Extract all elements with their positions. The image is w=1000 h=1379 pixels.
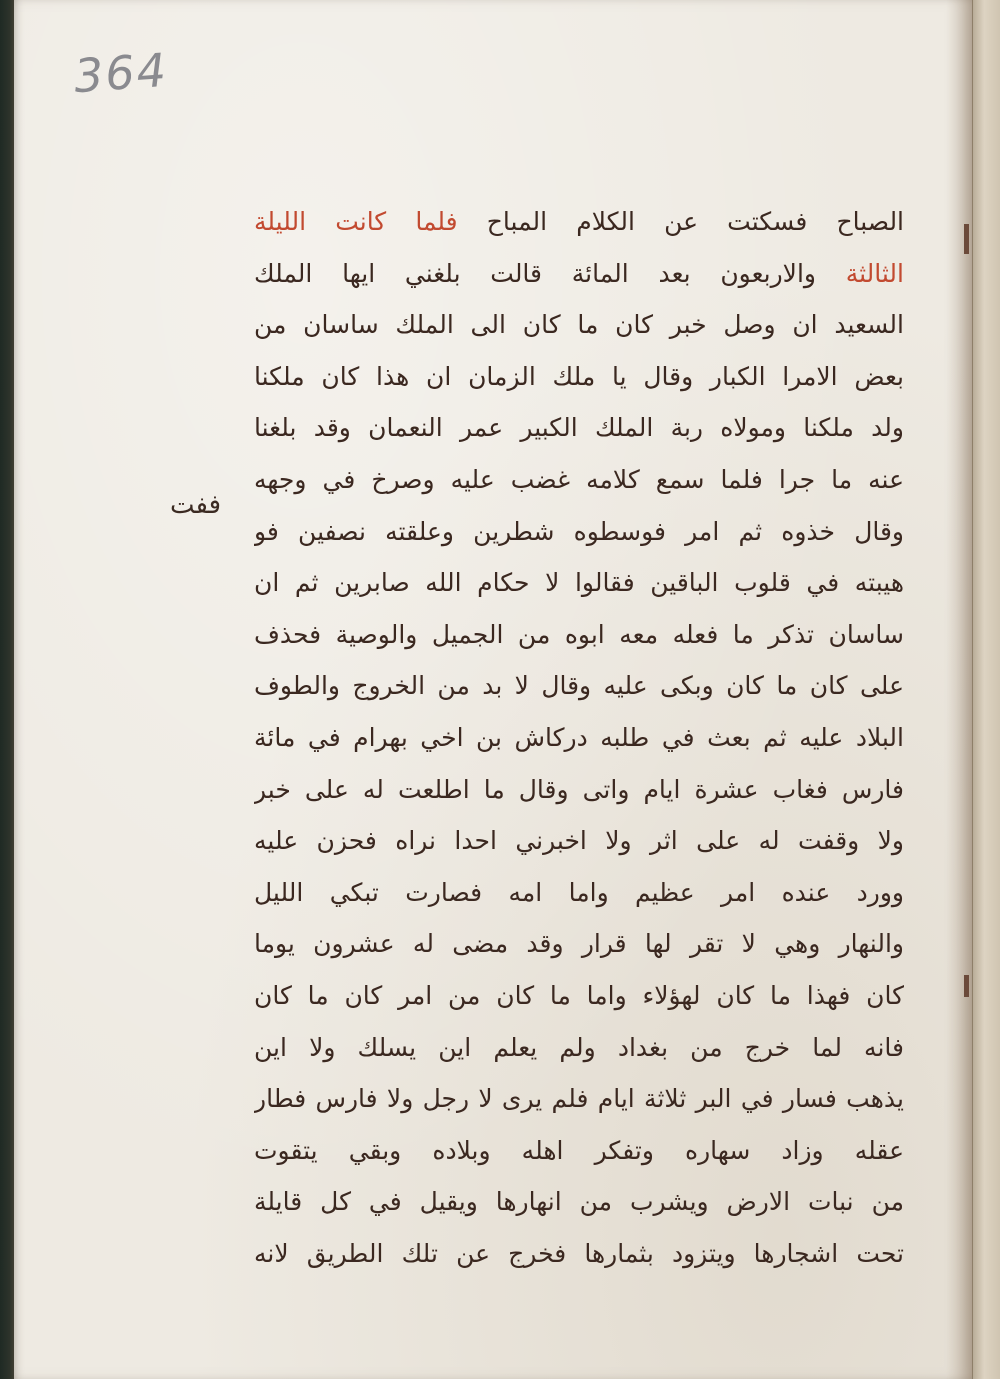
text-line: ولد ملكنا ومولاه ربة الملك الكبير عمر النعمان وقد بلغنا <box>254 413 904 443</box>
text-line: من نبات الارض ويشرب من انهارها ويقيل في كل قايلة <box>254 1187 904 1217</box>
folio-number: 364 <box>72 42 170 104</box>
page-edge-mark <box>964 975 969 997</box>
text-line: يذهب فسار في البر ثلاثة ايام فلم يرى لا رجل ولا فارس فطار <box>254 1084 904 1114</box>
facing-page-edge <box>972 0 1000 1379</box>
text-line: وقال خذوه ثم امر فوسطوه شطرين وعلقته نصفين فو <box>254 516 904 546</box>
text-block <box>254 196 904 1279</box>
text-line: ولا وقفت له على اثر ولا اخبرني احدا نراه فحزن عليه <box>254 826 904 856</box>
rubric-heading: فلما كانت الليلة <box>254 207 458 236</box>
manuscript-page <box>14 0 974 1379</box>
text-line: عقله وزاد سهاره وتفكر اهله وبلاده وبقي يتقوت <box>254 1135 904 1165</box>
line-text: الصباح فسكتت عن الكلام المباح <box>486 207 904 236</box>
text-line <box>254 196 904 248</box>
text-line: عنه ما جرا فلما سمع كلامه غضب عليه وصرخ في وجهه <box>254 464 904 494</box>
text-line: ساسان تذكر ما فعله معه ابوه من الجميل والوصية فحذف <box>254 619 904 649</box>
line-text: والاربعون بعد المائة قالت بلغني ايها الملك <box>254 258 816 288</box>
text-line: هيبته في قلوب الباقين فقالوا لا حكام الله صابرين ثم ان <box>254 568 904 598</box>
margin-note: ففت <box>170 490 222 520</box>
text-line <box>254 248 904 300</box>
text-line: وورد عنده امر عظيم واما امه فصارت تبكي الليل <box>254 877 904 907</box>
text-line: كان فهذا ما كان لهؤلاء واما ما كان من امر كان ما كان <box>254 980 904 1010</box>
page-edge-mark <box>964 224 969 254</box>
text-line: على كان ما كان وبكى عليه وقال لا بد من الخروج والطوف <box>254 671 904 701</box>
text-line: بعض الامرا الكبار وقال يا ملك الزمان ان هذا كان ملكنا <box>254 361 904 391</box>
text-line: البلاد عليه ثم بعث في طلبه دركاش بن اخي بهرام في مائة <box>254 722 904 752</box>
text-line: فانه لما خرج من بغداد ولم يعلم اين يسلك ولا اين <box>254 1032 904 1062</box>
text-line: السعيد ان وصل خبر كان ما كان الى الملك ساسان من <box>254 310 904 340</box>
text-line: تحت اشجارها ويتزود بثمارها فخرج عن تلك الطريق لانه <box>254 1238 904 1268</box>
rubric-heading: الثالثة <box>845 258 904 288</box>
text-line: فارس فغاب عشرة ايام واتى وقال ما اطلعت له على خبر <box>254 774 904 804</box>
text-line: والنهار وهي لا تقر لها قرار وقد مضى له عشرون يوما <box>254 929 904 959</box>
